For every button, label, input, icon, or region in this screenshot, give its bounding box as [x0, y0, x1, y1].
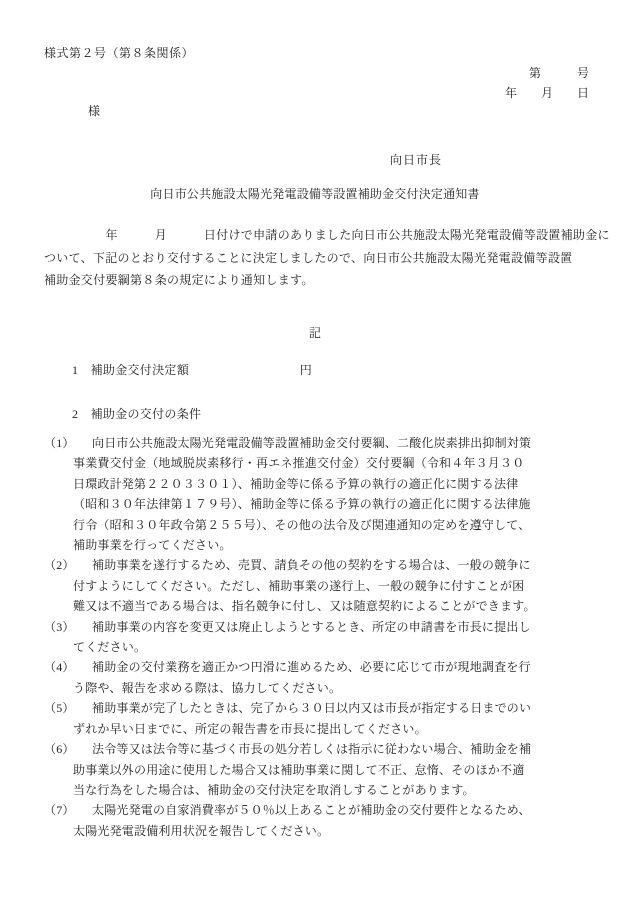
condition-line: [0, 657, 630, 677]
condition-text: 補助事業を遂行するため、売買、請負その他の契約をする場合は、一般の競争に: [92, 558, 531, 573]
issue-date: 年 月 日: [504, 86, 589, 100]
condition-marker: （5）: [44, 701, 75, 716]
condition-marker: （6）: [44, 742, 75, 757]
condition-line: 難又は不適当である場合は、指名競争に付し、又は随意契約によることができます。: [73, 599, 536, 614]
condition-line: [0, 698, 630, 718]
conditions-list: [0, 433, 630, 841]
condition-item-4: [0, 657, 630, 698]
condition-line: てください。: [73, 640, 147, 655]
condition-line: 助事業以外の用途に使用した場合又は補助事業に関して不正、怠惰、そのほか不適: [73, 762, 525, 777]
sender-title: 向日市長: [390, 153, 443, 167]
condition-marker: （4）: [44, 660, 75, 675]
document-title: 向日市公共施設太陽光発電設備等設置補助金交付決定通知書: [150, 187, 480, 201]
condition-line: [0, 555, 630, 575]
condition-text: 太陽光発電の自家消費率が５０％以上あることが補助金の交付要件となるため、: [92, 803, 531, 818]
body-paragraph: [44, 224, 610, 292]
condition-line: 付すようにしてください。ただし、補助事業の遂行上、一般の競争に付すことが困: [73, 578, 525, 593]
body-line: ついて、下記のとおり交付することに決定しましたので、向日市公共施設太陽光発電設備等設置: [44, 250, 573, 265]
condition-text: 向日市公共施設太陽光発電設備等設置補助金交付要綱、二酸化炭素排出抑制対策: [92, 436, 532, 450]
condition-item-7: [0, 800, 630, 841]
condition-line: [0, 433, 630, 453]
addressee-honorific: 様: [88, 104, 101, 118]
condition-line: 事業費交付金（地域脱炭素移行・再エネ推進交付金）交付要綱（令和４年３月３０: [73, 456, 525, 471]
condition-line: （昭和３０年法律第１７９号）、補助金等に係る予算の執行の適正化に関する法律施: [73, 497, 531, 512]
condition-line: 行令（昭和３０年政令第２５５号）、その他の法令及び関連通知の定めを遵守して、: [73, 517, 531, 532]
condition-text: 法令等又は法令等に基づく市長の処分若しくは指示に従わない場合、補助金を補: [92, 742, 532, 757]
condition-item-2: [0, 555, 630, 616]
body-line: 補助金交付要綱第８条の規定により通知します。: [44, 273, 314, 287]
condition-item-5: [0, 698, 630, 739]
condition-line: 太陽光発電設備利用状況を報告してください。: [73, 823, 330, 838]
form-label: 様式第２号（第８条関係）: [44, 46, 195, 60]
condition-marker: （7）: [44, 803, 75, 818]
condition-item-6: [0, 739, 630, 800]
grant-amount-line: 1 補助金交付決定額 円: [72, 363, 313, 377]
condition-line: 日環政計発第２２０３３０１）、補助金等に係る予算の執行の適正化に関する法律: [73, 476, 519, 491]
condition-item-1: [0, 433, 630, 555]
condition-text: 補助事業の内容を変更又は廃止しようとするとき、所定の申請書を市長に提出し: [92, 619, 531, 634]
condition-item-3: [0, 617, 630, 658]
condition-line: 当な行為をした場合は、補助金の交付決定を取消しすることがあります。: [73, 782, 475, 797]
condition-line: [0, 617, 630, 637]
document-number: 第 号: [528, 66, 589, 80]
condition-marker: （3）: [44, 619, 75, 634]
record-heading: 記: [308, 326, 321, 340]
condition-line: う際や、報告を求める際は、協力してください。: [73, 680, 342, 695]
condition-line: ずれか早い日までに、所定の報告書を市長に提出してください。: [73, 721, 427, 736]
condition-marker: （1）: [44, 436, 75, 450]
body-line: 年 月 日付けで申請のありました向日市公共施設太陽光発電設備等設置補助金に: [44, 228, 610, 242]
condition-line: [0, 739, 630, 759]
condition-marker: （2）: [44, 558, 75, 573]
condition-text: 補助金の交付業務を適正かつ円滑に進めるため、必要に応じて市が現地調査を行: [92, 660, 531, 675]
condition-text: 補助事業が完了したときは、完了から３０日以内又は市長が指定する日までのい: [92, 701, 532, 716]
condition-line: [0, 800, 630, 820]
condition-line: 補助事業を行ってください。: [73, 538, 232, 553]
conditions-heading: 2 補助金の交付の条件: [72, 407, 202, 421]
